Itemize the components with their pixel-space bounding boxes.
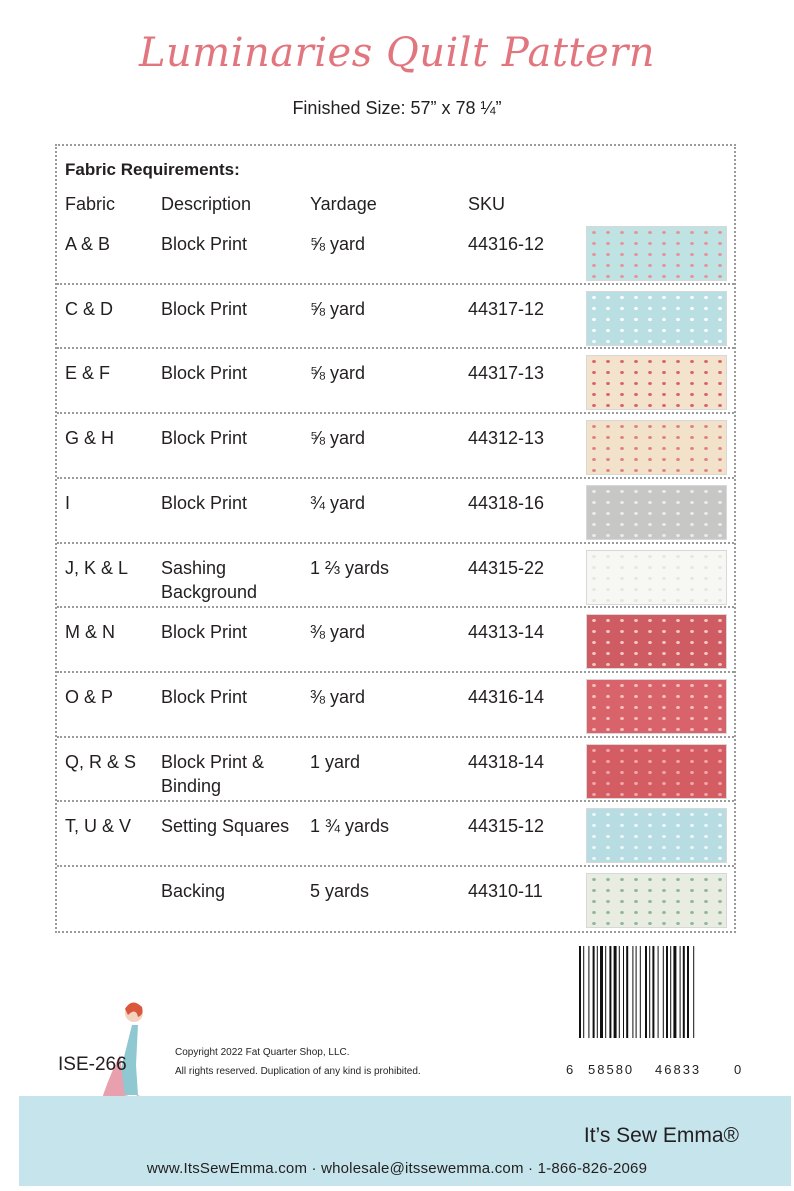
fabric-letters: T, U & V — [65, 816, 132, 837]
table-row — [57, 412, 734, 476]
fabric-swatch — [586, 614, 727, 669]
contact-line: www.ItsSewEmma.com · wholesale@itssewemma.com · 1-866-826-2069 — [146, 1160, 648, 1177]
description-line-2: Background — [161, 581, 258, 602]
fabric-letters: C & D — [65, 298, 114, 319]
description-line-1: Backing — [161, 881, 226, 901]
fabric-swatch — [586, 808, 727, 863]
description-line-2: Binding — [161, 775, 222, 796]
barcode-bar — [626, 946, 628, 1038]
table-row — [57, 477, 734, 541]
fabric-sku: 44310-11 — [468, 881, 543, 901]
fabric-swatch — [586, 744, 727, 799]
fabric-description — [161, 491, 311, 515]
fabric-description — [161, 879, 311, 903]
barcode-bar — [623, 946, 624, 1038]
barcode-bar — [597, 946, 598, 1038]
fabric-description — [161, 685, 311, 709]
barcode-bar — [588, 946, 589, 1038]
table-row — [57, 736, 734, 800]
fabric-yardage: 5 yards — [310, 881, 370, 901]
barcode-bar — [649, 946, 650, 1038]
fabric-requirements-table — [55, 144, 736, 933]
description-line-1: Setting Squares — [161, 816, 290, 837]
barcode-bar — [619, 946, 620, 1038]
barcode-bar — [600, 946, 603, 1038]
col-header-sku: SKU — [468, 194, 506, 214]
table-row — [57, 606, 734, 670]
copyright-line: Copyright 2022 Fat Quarter Shop, LLC. — [175, 1047, 350, 1058]
barcode-bar — [640, 946, 641, 1038]
fabric-yardage: ⅝ yard — [310, 298, 366, 319]
barcode-bar — [614, 946, 617, 1038]
description-line-1: Block Print — [161, 234, 248, 254]
barcode-bar — [609, 946, 611, 1038]
fabric-swatch — [586, 679, 727, 734]
barcode-bar — [673, 946, 676, 1038]
fabric-swatch — [586, 873, 727, 928]
brand-name: It’s Sew Emma® — [583, 1124, 739, 1147]
requirements-heading: Fabric Requirements: — [65, 160, 240, 179]
barcode-bar — [605, 946, 606, 1038]
fabric-yardage: ⅝ yard — [310, 428, 366, 449]
fabric-letters: A & B — [65, 234, 111, 254]
barcode-bar — [670, 946, 671, 1038]
fabric-letters: G & H — [65, 428, 115, 449]
table-row — [57, 865, 734, 929]
barcode-bar — [693, 946, 694, 1038]
copyright-notice — [175, 1043, 421, 1081]
fabric-sku: 44313-14 — [468, 622, 545, 643]
fabric-yardage: 1 ¾ yards — [310, 816, 390, 837]
table-row — [57, 218, 734, 282]
table-row — [57, 542, 734, 606]
barcode-bar — [663, 946, 664, 1038]
description-line-1: Block Print & — [161, 751, 265, 772]
fabric-letters: Q, R & S — [65, 751, 137, 772]
barcode-bar — [683, 946, 685, 1038]
barcode-bar — [645, 946, 647, 1038]
barcode-digit-right: 0 — [734, 1062, 742, 1077]
barcode-bar — [593, 946, 595, 1038]
barcode-digits-1: 58580 — [588, 1062, 635, 1077]
description-line-1: Block Print — [161, 622, 248, 643]
fabric-letters: O & P — [65, 686, 114, 707]
fabric-description — [161, 814, 311, 838]
fabric-sku: 44316-14 — [468, 686, 545, 707]
barcode — [577, 946, 733, 1060]
fabric-swatch — [586, 355, 727, 410]
finished-size: Finished Size: 57” x 78 ¼” — [292, 98, 502, 118]
fabric-yardage: ⅝ yard — [310, 234, 366, 254]
fabric-swatch — [586, 291, 727, 346]
col-header-description: Description — [161, 194, 252, 214]
description-line-1: Block Print — [161, 686, 248, 707]
fabric-yardage: 1 yard — [310, 751, 361, 772]
fabric-description — [161, 426, 311, 450]
barcode-bar — [579, 946, 581, 1038]
barcode-bar — [652, 946, 654, 1038]
table-row — [57, 800, 734, 864]
fabric-sku: 44312-13 — [468, 428, 545, 449]
barcode-bar — [636, 946, 637, 1038]
fabric-description — [161, 620, 311, 644]
fabric-sku: 44318-16 — [468, 492, 545, 513]
fabric-letters: I — [65, 492, 71, 513]
fabric-yardage: ⅜ yard — [310, 686, 366, 707]
fabric-description — [161, 361, 311, 385]
description-line-1: Sashing — [161, 557, 227, 578]
fabric-sku: 44316-12 — [468, 234, 545, 254]
fabric-swatch — [586, 420, 727, 475]
barcode-bar — [666, 946, 668, 1038]
pattern-code: ISE-266 — [58, 1054, 127, 1075]
fabric-letters: E & F — [65, 363, 111, 384]
barcode-bar — [583, 946, 584, 1038]
fabric-letters: J, K & L — [65, 557, 129, 578]
col-header-yardage: Yardage — [310, 194, 377, 214]
fabric-letters: M & N — [65, 622, 116, 643]
fabric-swatch — [586, 226, 727, 281]
fabric-description — [161, 750, 311, 798]
fabric-yardage: ⅜ yard — [310, 622, 366, 643]
barcode-bar — [632, 946, 633, 1038]
fabric-sku: 44317-12 — [468, 298, 545, 319]
barcode-digits-2: 46833 — [655, 1062, 702, 1077]
fabric-sku: 44318-14 — [468, 751, 545, 772]
barcode-bar — [687, 946, 689, 1038]
description-line-1: Block Print — [161, 363, 248, 384]
description-line-1: Block Print — [161, 428, 248, 449]
fabric-yardage: ¾ yard — [310, 492, 366, 513]
barcode-bar — [658, 946, 659, 1038]
pattern-title: Luminaries Quilt Pattern — [138, 30, 656, 76]
rights-line: All rights reserved. Duplication of any kind is prohibited. — [175, 1066, 421, 1077]
fabric-sku: 44315-12 — [468, 816, 545, 837]
fabric-swatch — [586, 485, 727, 540]
fabric-sku: 44315-22 — [468, 557, 545, 578]
fabric-yardage: 1 ⅔ yards — [310, 557, 390, 578]
table-row — [57, 347, 734, 411]
description-line-1: Block Print — [161, 492, 248, 513]
fabric-description — [161, 232, 311, 256]
description-line-1: Block Print — [161, 298, 248, 319]
fabric-description — [161, 556, 311, 604]
table-row — [57, 671, 734, 735]
fabric-sku: 44317-13 — [468, 363, 545, 384]
barcode-bar — [680, 946, 681, 1038]
fabric-swatch — [586, 550, 727, 605]
table-row — [57, 283, 734, 347]
col-header-fabric: Fabric — [65, 194, 116, 214]
fabric-yardage: ⅝ yard — [310, 363, 366, 384]
barcode-digit-left: 6 — [566, 1062, 574, 1077]
fabric-description — [161, 297, 311, 321]
